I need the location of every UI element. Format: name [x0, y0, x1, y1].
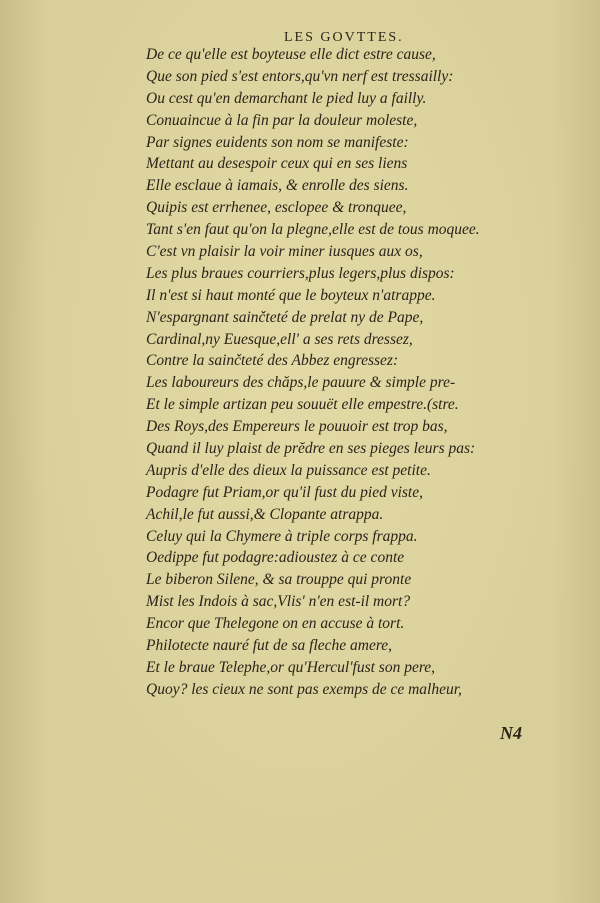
verse-line: Cardinal,ny Euesque,ell' a ses rets dressez, — [146, 330, 413, 348]
verse-line: Podagre fut Priam,or qu'il fust du pied viste, — [146, 483, 423, 501]
verse-line: Ou cest qu'en demarchant le pied luy a failly. — [146, 89, 427, 107]
verse-line: Aupris d'elle des dieux la puissance est petite. — [146, 461, 431, 479]
verse-line: N'espargnant sainčteté de prelat ny de Pape, — [146, 308, 424, 326]
verse-line: Que son pied s'est entors,qu'vn nerf est tressailly: — [146, 67, 454, 85]
verse-line: Conuaincue à la fin par la douleur moleste, — [146, 111, 418, 129]
verse-line: Quipis est errhenee, esclopee & tronquee, — [146, 199, 407, 217]
verse-line: Des Roys,des Empereurs le pouuoir est trop bas, — [146, 418, 448, 436]
verse-line: Mist les Indois à sac,Vlis' n'en est-il mort? — [146, 593, 411, 611]
verse-line: Par signes euidents son nom se manifeste: — [146, 133, 409, 151]
verse-line: Il n'est si haut monté que le boyteux n'atrappe. — [146, 286, 436, 304]
verse-line: Les laboureurs des chăps,le pauure & simple pre- — [146, 374, 456, 392]
verse-line: Encor que Thelegone on en accuse à tort. — [146, 615, 405, 633]
verse-line: Philotecte nauré fut de sa fleche amere, — [146, 637, 393, 655]
verse-line: Et le simple artizan peu souuët elle empestre.(stre. — [146, 396, 459, 414]
verse-line: Mettant au desespoir ceux qui en ses liens — [146, 155, 408, 173]
signature-mark: N4 — [500, 723, 522, 743]
verse-line: Quand il luy plaist de prĕdre en ses pieges leurs pas: — [146, 440, 476, 458]
verse-line: Et le braue Telephe,or qu'Hercul'fust son pere, — [146, 658, 436, 676]
verse-line: Les plus braues courriers,plus legers,plus dispos: — [146, 264, 455, 282]
verse-line: C'est vn plaisir la voir miner iusques aux os, — [146, 243, 423, 261]
verse-line: Le biberon Silene, & sa trouppe qui pronte — [146, 571, 412, 589]
running-title: LES GOVTTES. — [284, 30, 404, 45]
verse-line: Elle esclaue à iamais, & enrolle des siens. — [146, 177, 409, 195]
verse-line: Celuy qui la Chymere à triple corps frappa. — [146, 527, 418, 545]
verse-line: Oedippe fut podagre:adioustez à ce conte — [146, 549, 405, 567]
verse-line: Contre la sainčteté des Abbez engressez: — [146, 352, 399, 370]
verse-line: Tant s'en faut qu'on la plegne,elle est de tous moquee. — [146, 221, 480, 239]
verse-line: Quoy? les cieux ne sont pas exemps de ce malheur, — [146, 680, 462, 698]
verse-line: De ce qu'elle est boyteuse elle dict estre cause, — [146, 46, 436, 63]
verse-line: Achil,le fut aussi,& Clopante atrappa. — [146, 505, 384, 523]
verse-block — [146, 44, 586, 701]
